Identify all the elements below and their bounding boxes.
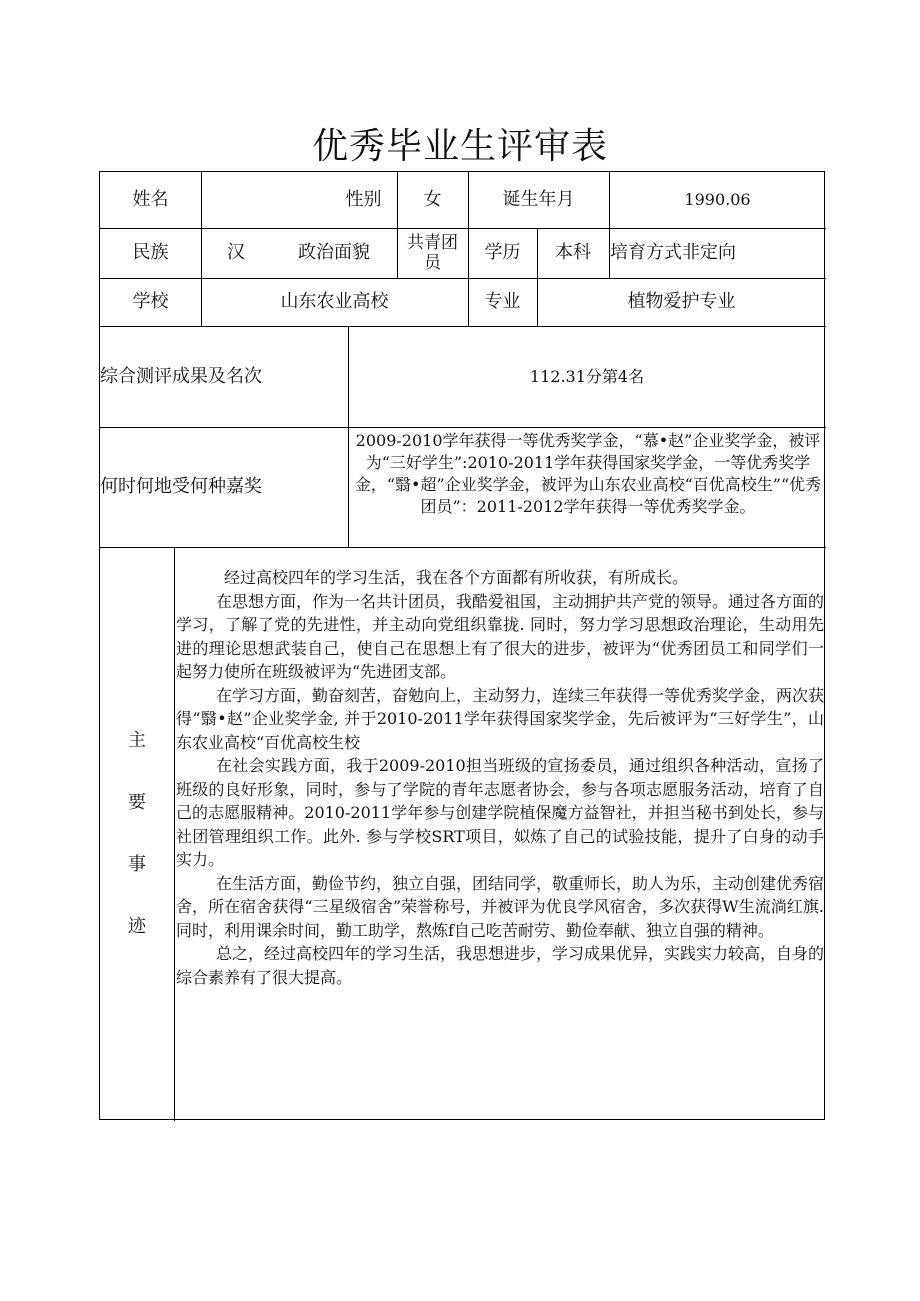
form-title: 优秀毕业生评审表 [311, 126, 608, 167]
deeds-char: 迹 [128, 916, 146, 937]
deeds-paragraph: 总之，经过高校四年的学习生活，我思想进步，学习成果优异，实践实力较高，自身的综合素养有了很大提高。 [176, 944, 825, 987]
evaluation-label: 综合测评成果及名次 [100, 365, 262, 387]
awards-label: 何时何地受何种嘉奖 [100, 476, 262, 497]
birth-label: 诞生年月 [502, 189, 575, 210]
deeds-text [176, 566, 824, 989]
name-value [201, 172, 297, 228]
deeds-char: 主 [128, 730, 146, 751]
political-value-line2: 员 [424, 253, 441, 273]
education-label: 学历 [484, 242, 521, 263]
deeds-paragraph: 经过高校四年的学习生活，我在各个方面都有所收获，有所成长。 [224, 568, 689, 587]
school-value: 山东农业高校 [280, 291, 389, 312]
birth-value: 1990.06 [684, 190, 751, 209]
political-value-line1: 共青团 [407, 233, 458, 253]
deeds-char: 事 [128, 854, 146, 875]
ethnicity-label: 民族 [132, 242, 169, 263]
gender-value: 女 [423, 189, 442, 210]
ethnicity-value: 汉 [227, 242, 245, 263]
political-value [397, 228, 468, 278]
review-form-table [99, 171, 825, 1120]
name-label: 姓名 [132, 189, 169, 210]
deeds-paragraph: 在生活方面，勤俭节约，独立自强，团结同学，敬重师长，助人为乐，主动创建优秀宿舍，所在宿舍获得“三星级宿舍”荣誉称号，并被评为优良学风宿舍，多次获得W生流淌红旗. 同时，利用课余时间，勤工助学，熬炼f自己吃苦耐劳、勤俭奉献、独立自强的精神。 [176, 873, 825, 940]
deeds-paragraph: 在社会实践方面，我于2009-2010担当班级的宣扬委员，通过组织各种活动，宣扬了班级的良好形象，同时，参与了学院的青年志愿者协会，参与各项志愿服务活动，培育了自己的志愿服精神。2010-2011学年参与创建学院植保魔方益智社，并担当秘书到处长，参与社团管理组织工作。此外. 参与学校SRT项目，姒炼了自己的试验技能，提升了白身的动手实力。 [176, 756, 824, 869]
awards-value: 2009-2010学年获得一等优秀奖学金，“慕•赵”企业奖学金，被评为“三好学生”:2010-2011学年获得国家奖学金，一等优秀奖学金，“翳•超”企业奖学金，被评为山东农业高校“百优高校生”“优秀团员”：2011-2012学年获得一等优秀奖学金。 [354, 431, 822, 516]
deeds-paragraph: 在思想方面，作为一名共计团员，我酷爱祖国，主动拥护共产党的领导。通过各方面的学习，了解了党的先进性，并主动向党组织靠拢. 同时，努力学习思想政治理论，生动用先进的理论思想武装自己，使自己在思想上有了很大的进步，被评为“优秀团员工和同学们一起努力使所在班级被评为“先进团支部。 [176, 591, 825, 681]
deeds-paragraph: 在学习方面，勤奋刻苦，奋勉向上，主动努力，连续三年获得一等优秀奖学金，两次获得“翳•赵”企业奖学金, 并于2010-2011学年获得国家奖学金，先后被评为“三好学生”，山东农业高校“百优高校生校 [176, 685, 825, 752]
major-value: 植物爱护专业 [627, 291, 736, 312]
gender-label: 性别 [345, 189, 382, 210]
evaluation-value: 112.31分第4名 [529, 366, 645, 386]
school-label: 学校 [132, 291, 169, 312]
deeds-label [100, 547, 174, 1121]
major-label: 专业 [484, 291, 521, 312]
deeds-char: 要 [128, 792, 146, 813]
training-value: 非定向 [682, 242, 736, 263]
education-value: 本科 [555, 242, 591, 263]
col-divider [174, 547, 175, 1121]
political-label: 政治面貌 [298, 242, 370, 263]
training-label: 培育方式 [610, 242, 682, 263]
training-field [610, 228, 826, 278]
row-divider [100, 547, 826, 548]
